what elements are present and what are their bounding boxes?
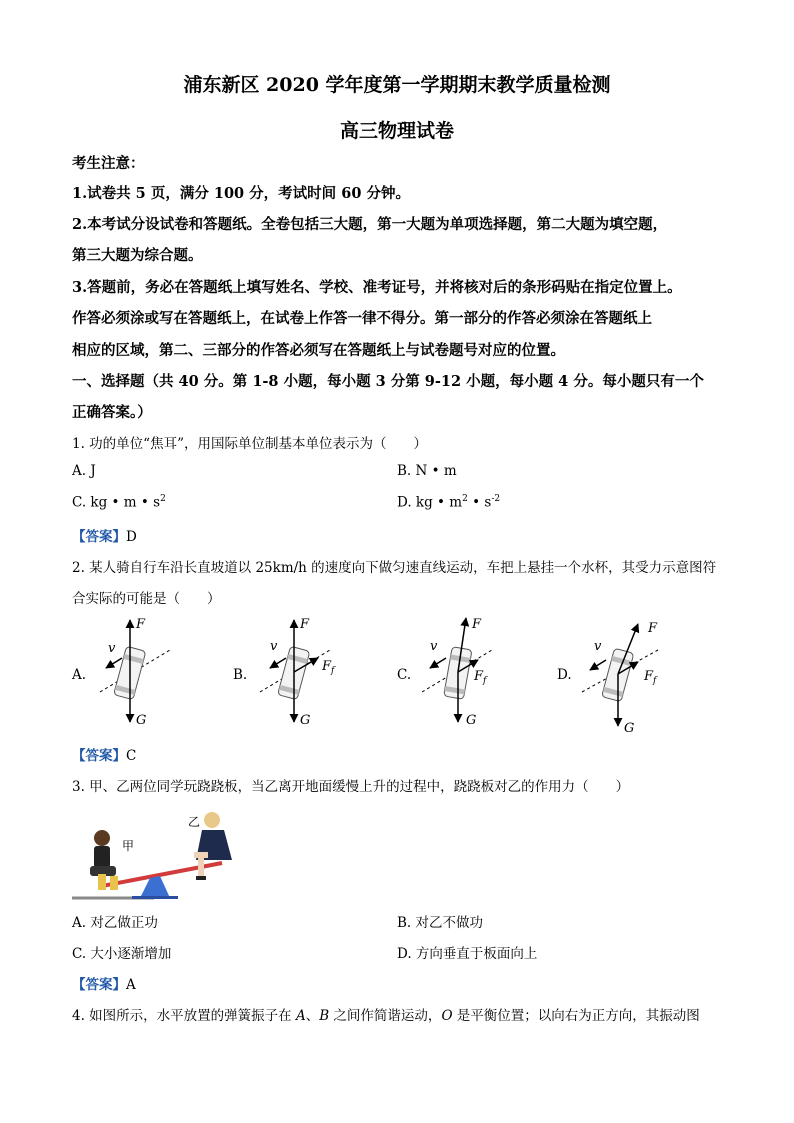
label-F: F	[300, 617, 310, 632]
q2-figure-c	[414, 612, 514, 732]
label-F: F	[136, 617, 146, 632]
q3-option-d: D. 方向垂直于板面向上	[397, 946, 538, 962]
q3-option-b: B. 对乙不做功	[397, 915, 484, 931]
label-G: G	[624, 721, 635, 736]
page-title: 浦东新区 2020 学年度第一学期期末教学质量检测	[183, 74, 611, 96]
q1-answer: 【答案】D	[72, 529, 137, 545]
q2-stem-line-1: 2. 某人骑自行车沿长直坡道以 25km/h 的速度向下做匀速直线运动，车把上悬挂一个水杯，其受力示意图符	[72, 560, 717, 576]
page-subtitle: 高三物理试卷	[339, 120, 454, 142]
notice-item-3-line-1: 3.答题前，务必在答题纸上填写姓名、学校、准考证号，并将核对后的条形码贴在指定位置上。	[72, 279, 682, 296]
label-v: v	[108, 641, 116, 656]
label-Ff: $F_f$	[474, 669, 487, 686]
q2-stem-line-2: 合实际的可能是（ ）	[72, 591, 221, 607]
arrow-v	[430, 658, 446, 668]
q3-option-c: C. 大小逐渐增加	[72, 946, 172, 962]
q3-seesaw-photo	[72, 808, 242, 904]
child-yi-head	[204, 812, 220, 828]
section-1-heading-line-2: 正确答案。）	[72, 404, 152, 421]
label-yi: 乙	[188, 815, 201, 829]
notice-item-1: 1.试卷共 5 页，满分 100 分，考试时间 60 分钟。	[72, 185, 410, 202]
label-G: G	[300, 713, 311, 728]
q2-figure-d	[574, 612, 684, 736]
label-G: G	[466, 713, 477, 728]
label-v: v	[594, 639, 602, 654]
notice-item-3-line-3: 相应的区域，第二、三部分的作答必须写在答题纸上与试卷题号对应的位置。	[72, 342, 565, 359]
notice-heading: 考生注意：	[72, 155, 145, 172]
q3-answer: 【答案】A	[72, 977, 136, 993]
child-jia-head	[94, 830, 110, 846]
label-v: v	[270, 639, 278, 654]
label-F: F	[648, 621, 658, 636]
label-v: v	[430, 639, 438, 654]
notice-item-2-line-2: 第三大题为综合题。	[72, 247, 203, 264]
q2-figure-b	[252, 612, 352, 732]
child-jia-body	[94, 846, 110, 868]
section-1-heading-line-1: 一、选择题（共 40 分。第 1-8 小题，每小题 3 分第 9-12 小题，每小题 4 分。每小题只有一个	[72, 373, 704, 390]
label-G: G	[136, 713, 147, 728]
arrow-v	[106, 658, 122, 668]
q1-stem: 1. 功的单位“焦耳”，用国际单位制基本单位表示为（ ）	[72, 436, 427, 452]
q2-option-b: B.	[233, 667, 248, 683]
notice-item-2-line-1: 2.本考试分设试卷和答题纸。全卷包括三大题，第一大题为单项选择题，第二大题为填空题，	[72, 216, 668, 233]
arrow-v	[590, 660, 606, 670]
q1-option-d: D. kg • $m^2$ • $s^{-2}$	[397, 494, 501, 511]
q3-option-a: A. 对乙做正功	[72, 915, 158, 931]
q2-option-d: D.	[557, 667, 572, 683]
q2-answer: 【答案】C	[72, 748, 137, 764]
q1-option-a: A. J	[72, 463, 96, 479]
label-F: F	[472, 617, 482, 632]
label-Ff: $F_f$	[322, 659, 335, 676]
notice-item-3-line-2: 作答必须涂或写在答题纸上，在试卷上作答一律不得分。第一部分的作答必须涂在答题纸上	[72, 310, 652, 327]
q2-option-a: A.	[72, 667, 87, 683]
label-Ff: $F_f$	[644, 669, 657, 686]
q1-option-c: C. kg • m • $s^2$	[72, 494, 166, 511]
label-jia: 甲	[122, 839, 135, 853]
q2-option-c: C.	[397, 667, 412, 683]
q4-stem: 4. 如图所示，水平放置的弹簧振子在 A、B 之间作简谐运动，O 是平衡位置；以向右为正方向，其振动图	[72, 1008, 700, 1024]
q1-option-b: B. N • m	[397, 463, 457, 479]
q2-figure-a	[92, 612, 182, 732]
q3-stem: 3. 甲、乙两位同学玩跷跷板，当乙离开地面缓慢上升的过程中，跷跷板对乙的作用力（ ）	[72, 779, 630, 795]
arrow-v	[270, 658, 286, 668]
